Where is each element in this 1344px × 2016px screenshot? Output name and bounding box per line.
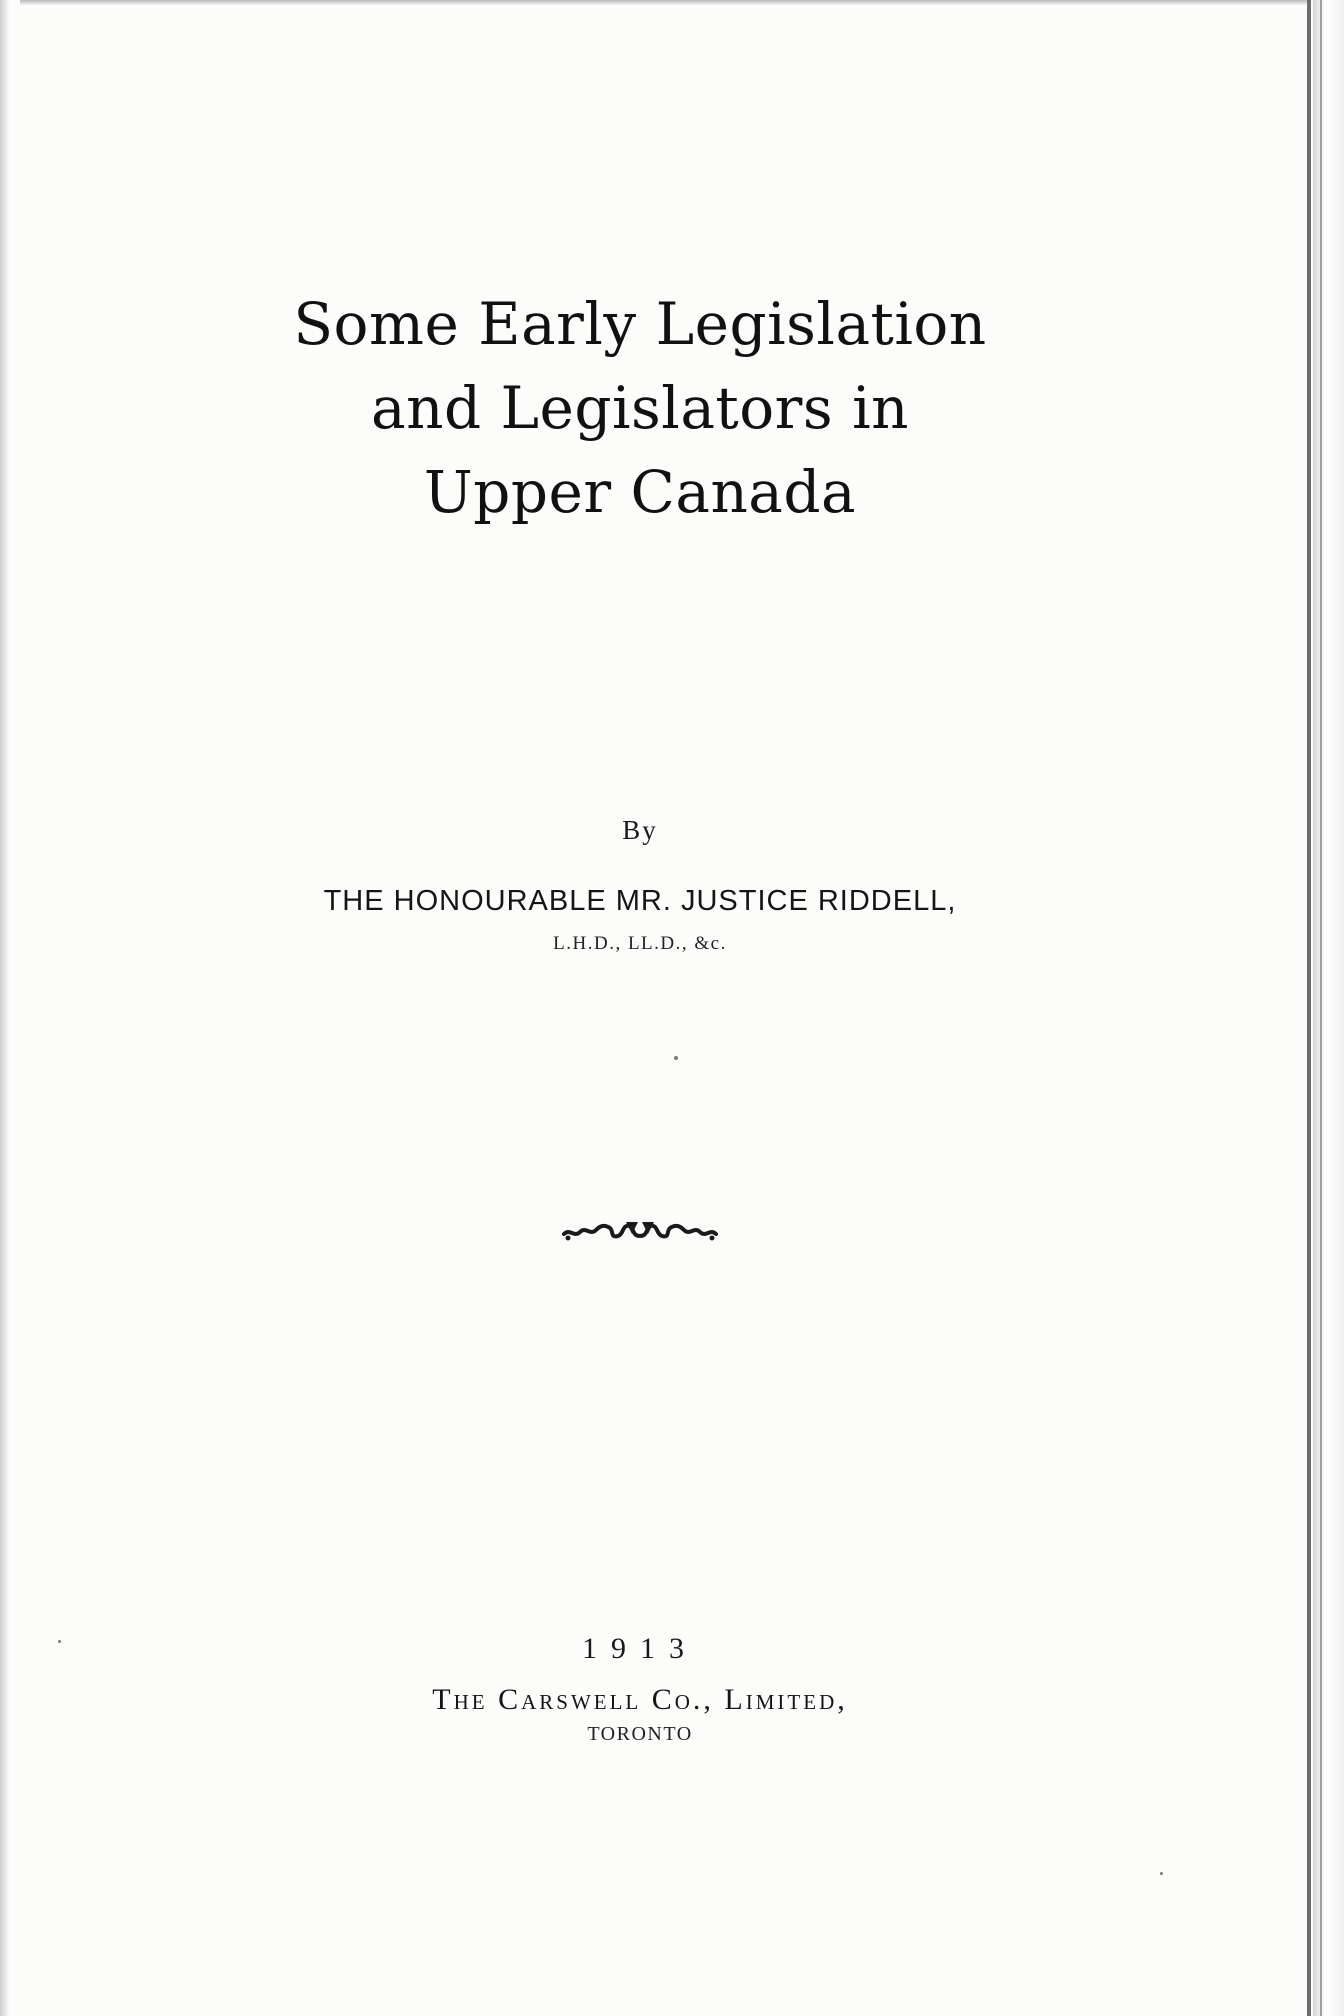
scan-edge-right-line bbox=[1320, 0, 1322, 2016]
scan-edge-top bbox=[20, 0, 1310, 5]
author-degrees: L.H.D., LL.D., &c. bbox=[553, 933, 727, 954]
scan-margin-right bbox=[1313, 0, 1344, 2016]
publisher-name: The Carswell Co., Limited, bbox=[432, 1683, 848, 1716]
publication-city: TORONTO bbox=[587, 1723, 693, 1745]
by-label: By bbox=[622, 815, 658, 845]
scan-speck bbox=[1160, 1872, 1163, 1875]
scan-edge-left bbox=[0, 0, 10, 2016]
scan-speck bbox=[674, 1056, 678, 1060]
publication-year: 1913 bbox=[582, 1632, 698, 1665]
book-title bbox=[240, 282, 1040, 534]
author-name: THE HONOURABLE MR. JUSTICE RIDDELL, bbox=[323, 885, 957, 917]
title-line-2: and Legislators in bbox=[371, 374, 909, 442]
scan-speck bbox=[58, 1640, 61, 1643]
title-line-1: Some Early Legislation bbox=[293, 290, 987, 358]
printers-flourish-icon bbox=[560, 1210, 720, 1250]
scan-edge-right bbox=[1307, 0, 1311, 2016]
title-line-3: Upper Canada bbox=[423, 458, 857, 526]
